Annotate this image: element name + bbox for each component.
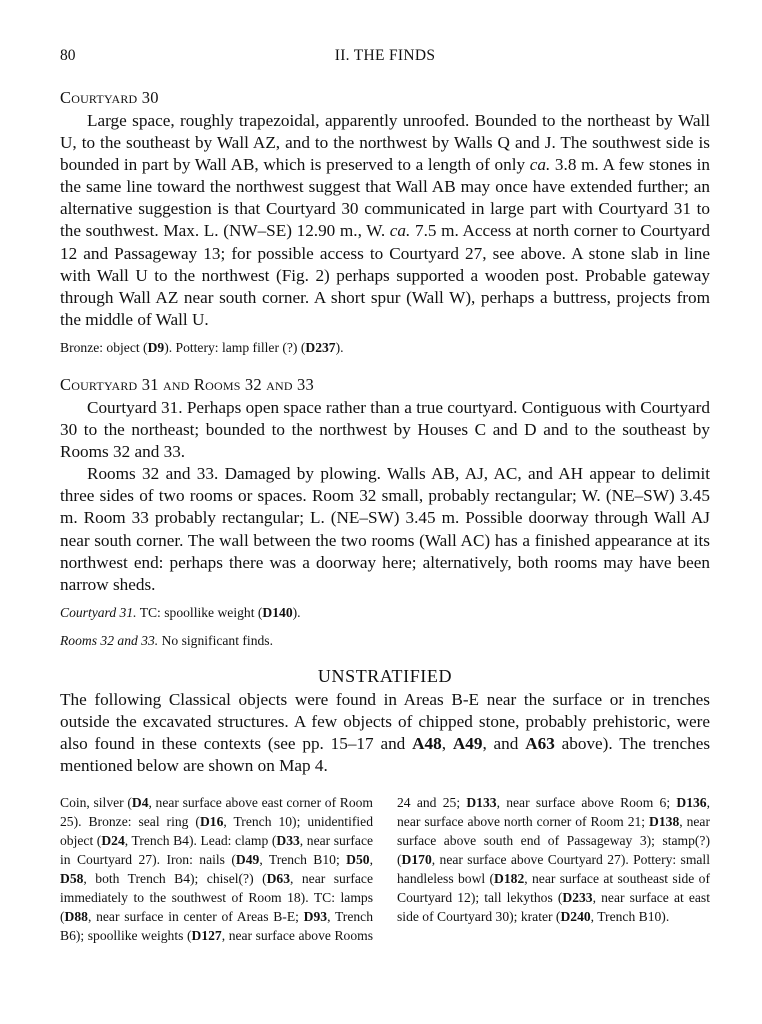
- courtyard-31-finds-text: TC: spoollike weight (D140).: [139, 604, 301, 620]
- running-head: II. THE FINDS: [334, 47, 436, 64]
- page-body: [60, 88, 710, 964]
- courtyard-31-heading-main: Courtyard 31: [60, 374, 159, 394]
- page-number: 80: [60, 47, 76, 64]
- courtyard-31-paragraph: Courtyard 31. Perhaps open space rather than a true courtyard. Contiguous with Courtyard 30 to the northeast; bounded to the northwest by Houses C and D and to the southeast by Rooms 32 and 33.: [60, 397, 710, 462]
- rooms-32-33-finds-label: Rooms 32 and 33.: [60, 632, 159, 648]
- rooms-32-33-paragraph: Rooms 32 and 33. Damaged by plowing. Walls AB, AJ, AC, and AH appear to delimit three sides of two rooms or spaces. Room 32 small, probably rectangular; W. (NE–SW) 3.45 m. Room 33 probably rectangular; L. (NE–SW) 3.45 m. Possible doorway through Wall AJ near south corner. The wall between the two rooms (Wall AC) has a finished appearance at its northwest end: perhaps there was a doorway here; alternatively, both rooms may have been narrow sheds.: [60, 464, 710, 594]
- rooms-32-33-finds: [60, 632, 710, 650]
- courtyard-30-finds: Bronze: object (D9). Pottery: lamp filler (?) (D237).: [60, 339, 344, 355]
- unstratified-intro: The following Classical objects were found in Areas B-E near the surface or in trenches outside the excavated structures. A few objects of chipped stone, probably prehistoric, were also found in these contexts (see pp. 15–17 and A48, A49, and A63 above). The trenches mentioned below are shown on Map 4.: [60, 689, 711, 776]
- courtyard-30-heading: Courtyard 30: [60, 88, 159, 107]
- unstratified-title: UNSTRATIFIED: [317, 665, 453, 686]
- unstratified-list: Coin, silver (D4, near surface above east corner of Room 25). Bronze: seal ring (D16, Trench 10); unidentified object (D24, Trench B4). Lead: clamp (D33, near surface in Courtyard 27). Iron: nails (D49, Trench B10; D50, D58, both Trench B4); chisel(?) (D63, near surface immediately to the southwest of Room 18). TC: lamps (D88, near surface in center of Areas B-E; D93, Trench B6); spoollike weights (D127, near surface above Rooms 24 and 25; D133, near surface above Room 6; D136, near surface above north corner of Room 21; D138, near surface above south end of Passageway 3); stamp(?) (D170, near surface above Courtyard 27). Pottery: small handleless bowl (D182, near surface at southeast side of Courtyard 12); tall lekythos (D233, near surface at east side of Courtyard 30); krater (D240, Trench B10).: [60, 795, 711, 943]
- courtyard-31-heading: [60, 375, 710, 395]
- courtyard-31-finds: [60, 604, 710, 622]
- page-header: [60, 47, 710, 69]
- courtyard-31-finds-label: Courtyard 31.: [60, 604, 137, 620]
- courtyard-30-paragraph: Large space, roughly trapezoidal, apparently unroofed. Bounded to the northeast by Wall U, to the southeast by Wall AZ, and to the northwest by Walls Q and J. The southwest side is bounded in part by Wall AB, which is preserved to a length of only ca. 3.8 m. A few stones in the same line toward the northwest suggest that Wall AB may once have extended further; an alternative suggestion is that Courtyard 30 communicated in large part with Courtyard 31 to the southwest. Max. L. (NW–SE) 12.90 m., W. ca. 7.5 m. Access at north corner to Courtyard 12 and Passageway 13; for possible access to Courtyard 27, see above. A stone slab in line with Wall U to the northwest (Fig. 2) perhaps supported a wooden post. Probable gateway through Wall AZ near south corner. A short spur (Wall W), perhaps a buttress, projects from the middle of Wall U.: [60, 111, 710, 329]
- courtyard-31-heading-rest: and Rooms 32 and 33: [162, 374, 314, 394]
- rooms-32-33-finds-text: No significant finds.: [161, 632, 273, 648]
